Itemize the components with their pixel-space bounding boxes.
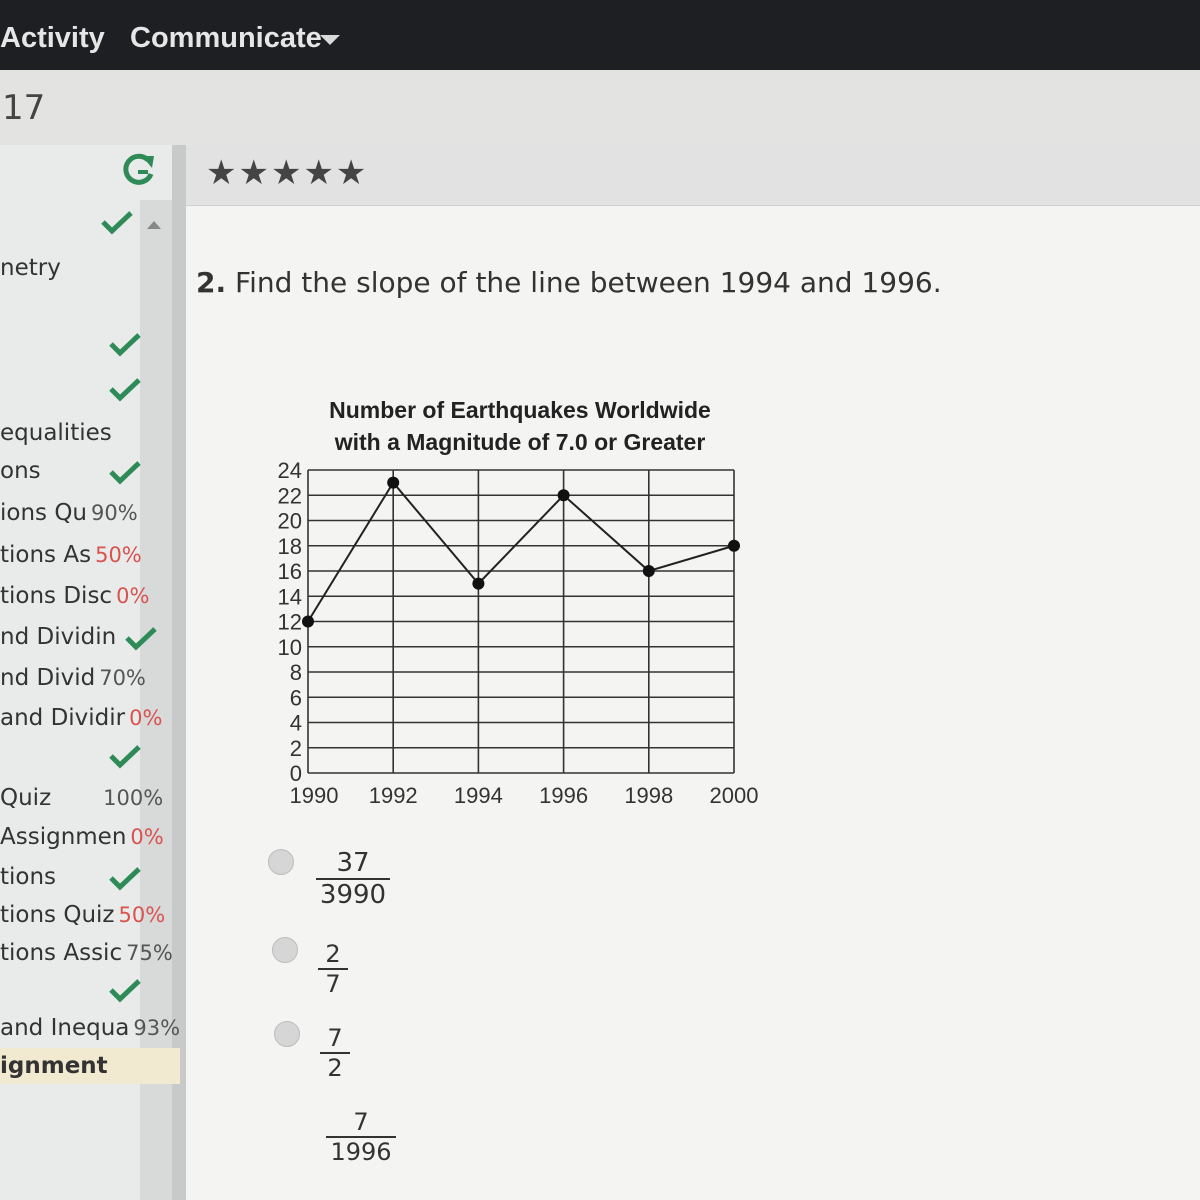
fraction-denominator: 7 xyxy=(325,970,341,998)
chart-title-line1: Number of Earthquakes Worldwide xyxy=(329,397,711,423)
sidebar-item-label: tions xyxy=(0,864,57,890)
sidebar-item-label: tions Quiz xyxy=(0,902,115,928)
fraction-denominator: 3990 xyxy=(319,880,387,910)
rating-stars: ★★★★★ xyxy=(206,153,369,193)
data-point xyxy=(472,578,484,590)
fraction-denominator: 1996 xyxy=(330,1138,392,1166)
sidebar-item[interactable] xyxy=(0,785,163,811)
y-tick-label: 18 xyxy=(277,533,302,559)
chart-title xyxy=(280,394,760,458)
y-tick-label: 10 xyxy=(277,634,302,660)
sidebar-item-label: and Inequa xyxy=(0,1015,130,1041)
x-tick-label: 1994 xyxy=(453,783,503,808)
sidebar-item-label: ignment xyxy=(0,1053,108,1079)
sidebar-item[interactable] xyxy=(0,665,146,691)
sidebar-item-label: nd Dividin xyxy=(0,624,117,650)
sidebar-item-label: tions Disc xyxy=(0,583,113,609)
y-tick-label: 22 xyxy=(277,483,302,509)
data-point xyxy=(728,540,740,552)
sidebar-item[interactable] xyxy=(0,458,41,484)
y-tick-label: 16 xyxy=(277,559,302,584)
y-tick-label: 24 xyxy=(277,458,302,483)
sidebar-item-score: 90% xyxy=(91,501,138,525)
check-icon xyxy=(108,866,142,892)
y-tick-label: 2 xyxy=(289,735,302,761)
sidebar-item-label: equalities xyxy=(0,420,112,446)
y-tick-label: 20 xyxy=(277,508,302,534)
sidebar-item-label: tions Assic xyxy=(0,940,123,966)
sidebar-item[interactable] xyxy=(0,1015,180,1041)
sidebar-item-label: nd Divid xyxy=(0,665,96,691)
x-tick-label: 2000 xyxy=(709,783,759,808)
y-tick-label: 0 xyxy=(289,761,302,786)
data-point xyxy=(643,565,655,577)
fraction-numerator: 37 xyxy=(336,848,370,878)
data-point xyxy=(387,477,399,489)
answer-fraction xyxy=(318,940,348,998)
sidebar-item-score: 50% xyxy=(95,543,142,567)
sidebar-item-label: tions As xyxy=(0,542,92,568)
question-prompt xyxy=(196,266,942,299)
data-point xyxy=(558,489,570,501)
question-text: Find the slope of the line between 1994 and 1996. xyxy=(235,266,942,299)
check-icon xyxy=(108,978,142,1004)
sidebar-item[interactable] xyxy=(0,864,56,890)
sidebar-item-score: 93% xyxy=(133,1016,181,1040)
answer-fraction xyxy=(326,1108,396,1166)
series-line xyxy=(308,483,734,622)
y-tick-label: 6 xyxy=(289,685,302,711)
sidebar-item[interactable] xyxy=(0,583,149,609)
refresh-icon[interactable] xyxy=(118,150,158,190)
sidebar-item-label: Quiz xyxy=(0,785,52,811)
sidebar-item[interactable] xyxy=(0,940,173,966)
x-tick-label: 1996 xyxy=(539,783,589,808)
y-tick-label: 4 xyxy=(289,710,302,736)
sidebar-item-label: Assignmen xyxy=(0,824,127,850)
data-point xyxy=(302,616,314,628)
nav-activity[interactable]: Activity xyxy=(0,22,105,54)
course-number: 17 xyxy=(2,88,46,128)
radio-button[interactable] xyxy=(274,1021,300,1047)
sidebar-item[interactable] xyxy=(0,420,112,446)
sidebar-item-label: ions Qu xyxy=(0,500,88,526)
y-tick-label: 14 xyxy=(277,584,302,610)
fraction-numerator: 2 xyxy=(325,940,341,968)
course-bar xyxy=(0,70,1200,146)
sidebar-item-score: 50% xyxy=(118,903,166,927)
top-nav-bar xyxy=(0,0,1200,70)
y-tick-label: 12 xyxy=(277,609,302,635)
answer-fraction xyxy=(316,848,390,910)
fraction-numerator: 7 xyxy=(327,1024,343,1052)
sidebar-item[interactable] xyxy=(0,902,165,928)
sidebar-item[interactable] xyxy=(0,500,138,526)
check-icon xyxy=(100,210,134,236)
radio-button[interactable] xyxy=(268,849,294,875)
check-icon xyxy=(108,460,142,486)
sidebar-item[interactable] xyxy=(0,705,162,731)
check-icon xyxy=(124,626,158,652)
x-tick-label: 1998 xyxy=(624,783,674,808)
sidebar-item[interactable] xyxy=(0,255,61,281)
sidebar-item[interactable] xyxy=(0,824,164,850)
sidebar-item[interactable] xyxy=(0,624,116,650)
sidebar-item[interactable] xyxy=(0,1053,108,1079)
sidebar-item-label: and Dividir xyxy=(0,705,126,731)
chart-title-line2: with a Magnitude of 7.0 or Greater xyxy=(334,429,706,455)
sidebar-item-score: 0% xyxy=(130,825,164,849)
sidebar-item[interactable] xyxy=(0,542,142,568)
x-tick-label: 1992 xyxy=(368,783,418,808)
question-number: 2. xyxy=(196,266,227,299)
answer-fraction xyxy=(320,1024,350,1082)
earthquake-line-chart xyxy=(250,455,790,825)
sidebar-item-score: 0% xyxy=(116,584,150,608)
x-tick-label: 1990 xyxy=(289,783,339,808)
radio-button[interactable] xyxy=(272,937,298,963)
check-icon xyxy=(108,744,142,770)
chevron-down-icon[interactable] xyxy=(318,33,342,47)
sidebar-item-score: 0% xyxy=(129,706,163,730)
sidebar-item-label: netry xyxy=(0,255,61,281)
nav-communicate[interactable]: Communicate xyxy=(130,22,322,54)
fraction-denominator: 2 xyxy=(327,1054,343,1082)
sidebar-item-score: 70% xyxy=(99,666,146,690)
sidebar-item-score: 100% xyxy=(103,786,164,810)
check-icon xyxy=(108,332,142,358)
scroll-up-icon[interactable] xyxy=(146,218,162,230)
sidebar-item-score: 75% xyxy=(126,941,173,965)
fraction-numerator: 7 xyxy=(353,1108,369,1136)
check-icon xyxy=(108,377,142,403)
sidebar-divider[interactable] xyxy=(172,145,186,1200)
sidebar-item-label: ons xyxy=(0,458,41,484)
y-tick-label: 8 xyxy=(289,660,302,685)
